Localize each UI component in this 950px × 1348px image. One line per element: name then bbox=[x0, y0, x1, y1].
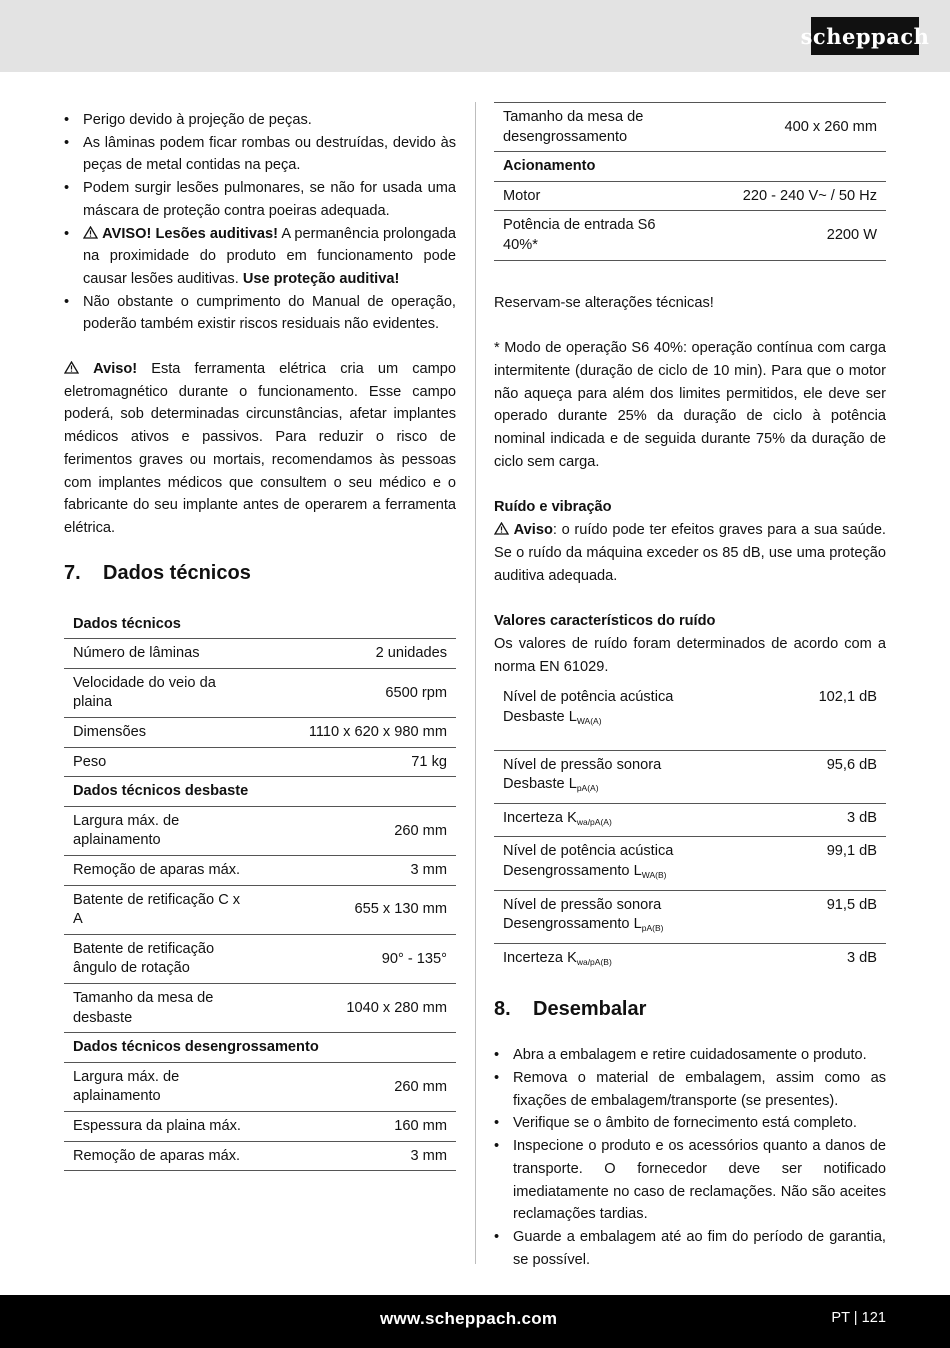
table-group-header: Dados técnicos desengrossamento bbox=[64, 1033, 456, 1063]
table-row: Nível de potência acústica Desengrossamento $L_{WA(B)}$ 99,1 dB bbox=[494, 837, 886, 890]
warning-icon bbox=[83, 226, 98, 239]
section-heading bbox=[494, 996, 886, 1022]
list-item: • Remova o material de embalagem, assim como as fixações de embalagem/transporte (se presentes). bbox=[494, 1067, 886, 1112]
technical-data-table bbox=[64, 610, 456, 1171]
warning-icon bbox=[64, 361, 79, 374]
header-bar bbox=[0, 0, 950, 72]
hearing-warning-strong: Use proteção auditiva! bbox=[242, 270, 400, 287]
section-number: 7. bbox=[64, 561, 81, 584]
changes-reserved: Reservam-se alterações técnicas! bbox=[494, 294, 714, 311]
table-row: Tamanho da mesa de desengrossamento 400 x 260 mm bbox=[494, 103, 886, 152]
website-link[interactable]: www.scheppach.com bbox=[380, 1309, 558, 1328]
table-row: Dimensões 1110 x 620 x 980 mm bbox=[64, 718, 456, 748]
noise-heading: Ruído e vibração bbox=[494, 499, 612, 516]
table-row: Potência de entrada S6 40%* 2200 W bbox=[494, 211, 886, 260]
table-group-header: Acionamento bbox=[494, 152, 886, 182]
table-row: Nível de pressão sonora Desbaste $L_{pA(A)}$ 95,6 dB bbox=[494, 750, 886, 803]
table-row: Incerteza $K_{wa/pA(B)}$ 3 dB bbox=[503, 949, 877, 967]
noise-warning-text: : o ruído pode ter efeitos graves para a sua saúde. Se o ruído da máquina exceder os 85 dB, use uma proteção auditiva adequada. bbox=[494, 522, 886, 584]
table-row: Largura máx. de aplainamento 260 mm bbox=[64, 806, 456, 855]
table-row: Motor 220 - 240 V~ / 50 Hz bbox=[494, 181, 886, 211]
section-title: Dados técnicos bbox=[103, 561, 251, 584]
list-item: • Inspecione o produto e os acessórios quanto a danos de transporte. O fornecedor deve ser notificado imediatamente no caso de reclamações. Não são aceites reclamações tardias. bbox=[494, 1135, 886, 1226]
hazard-list bbox=[64, 109, 456, 336]
hearing-warning-title: AVISO! Lesões auditivas! bbox=[102, 225, 279, 242]
noise-values-heading: Valores característicos do ruído bbox=[494, 613, 716, 630]
page-number: PT | 121 bbox=[831, 1310, 886, 1326]
emf-warning bbox=[64, 358, 456, 540]
table-group-header: Dados técnicos bbox=[64, 610, 456, 639]
table-row: Peso 71 kg bbox=[64, 747, 456, 777]
list-item: • Não obstante o cumprimento do Manual de operação, poderão também existir riscos residuais não evidentes. bbox=[64, 291, 456, 336]
section-number: 8. bbox=[494, 998, 511, 1021]
section-heading bbox=[64, 560, 456, 586]
table-row: Nível de potência acústica Desbaste $L_{WA(A)}$ 102,1 dB bbox=[494, 683, 886, 750]
section-title: Desembalar bbox=[533, 998, 647, 1021]
technical-data-table-continued bbox=[494, 102, 886, 261]
table-row: Batente de retificação ângulo de rotação 90° - 135° bbox=[64, 934, 456, 983]
list-item: • Perigo devido à projeção de peças. bbox=[64, 109, 456, 132]
noise-values-text: Os valores de ruído foram determinados de acordo com a norma EN 61029. bbox=[494, 636, 886, 675]
brand-logo: scheppach bbox=[811, 17, 919, 55]
table-row: Nível de pressão sonora Desengrossamento $L_{pA(B)}$ 91,5 dB bbox=[494, 890, 886, 943]
list-item: • Verifique se o âmbito de fornecimento está completo. bbox=[494, 1112, 886, 1135]
noise-values-table bbox=[494, 683, 886, 976]
noise-warning bbox=[494, 519, 886, 587]
list-item: • Abra a embalagem e retire cuidadosamente o produto. bbox=[494, 1044, 886, 1067]
right-column bbox=[494, 102, 886, 1271]
table-row: Remoção de aparas máx. 3 mm bbox=[64, 856, 456, 886]
emf-warning-text: Esta ferramenta elétrica cria um campo eletromagnético durante o funcionamento. Esse campo poderá, sob determinadas circunstâncias, afetar implantes médicos ativos e passivos. Para reduzir o risco de ferimentos graves ou mortais, recomendamos às pessoas com implantes médicos que consultem o seu médico e o fabricante do seu implante antes de operarem a ferramenta elétrica. bbox=[64, 361, 456, 536]
operation-mode-footnote: * Modo de operação S6 40%: operação contínua com carga intermitente (duração de ciclo de 10 min). Para que o motor não aqueça para além dos limites permitidos, ele deve ser operado durante 25% da duração de ciclo à potência nominal indicada e de seguida durante 75% da duração de ciclo sem carga. bbox=[494, 340, 886, 470]
table-row: Batente de retificação C x A 655 x 130 mm bbox=[64, 885, 456, 934]
noise-warning-title: Aviso bbox=[513, 522, 553, 539]
table-group-header: Dados técnicos desbaste bbox=[64, 777, 456, 807]
warning-icon bbox=[494, 522, 509, 535]
table-row: Remoção de aparas máx. 3 mm bbox=[64, 1141, 456, 1171]
left-column bbox=[64, 109, 456, 1171]
list-item bbox=[64, 223, 456, 291]
list-item: • Guarde a embalagem até ao fim do período de garantia, se possível. bbox=[494, 1226, 886, 1271]
table-row: Tamanho da mesa de desbaste 1040 x 280 mm bbox=[64, 983, 456, 1032]
column-divider bbox=[475, 102, 476, 1264]
table-row: Número de lâminas 2 unidades bbox=[64, 639, 456, 669]
list-item: • As lâminas podem ficar rombas ou destruídas, devido às peças de metal contidas na peça. bbox=[64, 132, 456, 177]
table-row: Espessura da plaina máx. 160 mm bbox=[64, 1111, 456, 1141]
list-item: • Podem surgir lesões pulmonares, se não for usada uma máscara de proteção contra poeiras adequada. bbox=[64, 177, 456, 222]
footer-bar bbox=[0, 1295, 950, 1348]
table-row: Largura máx. de aplainamento 260 mm bbox=[64, 1062, 456, 1111]
hearing-warning-text: A permanência prolongada na proximidade do produto em funcionamento pode causar lesões auditivas. bbox=[83, 225, 456, 287]
table-row: Velocidade do veio da plaina 6500 rpm bbox=[64, 668, 456, 717]
emf-warning-title: Aviso! bbox=[93, 361, 138, 378]
table-row: Incerteza $K_{wa/pA(A)}$ 3 dB bbox=[494, 803, 886, 837]
unpacking-list bbox=[494, 1044, 886, 1271]
